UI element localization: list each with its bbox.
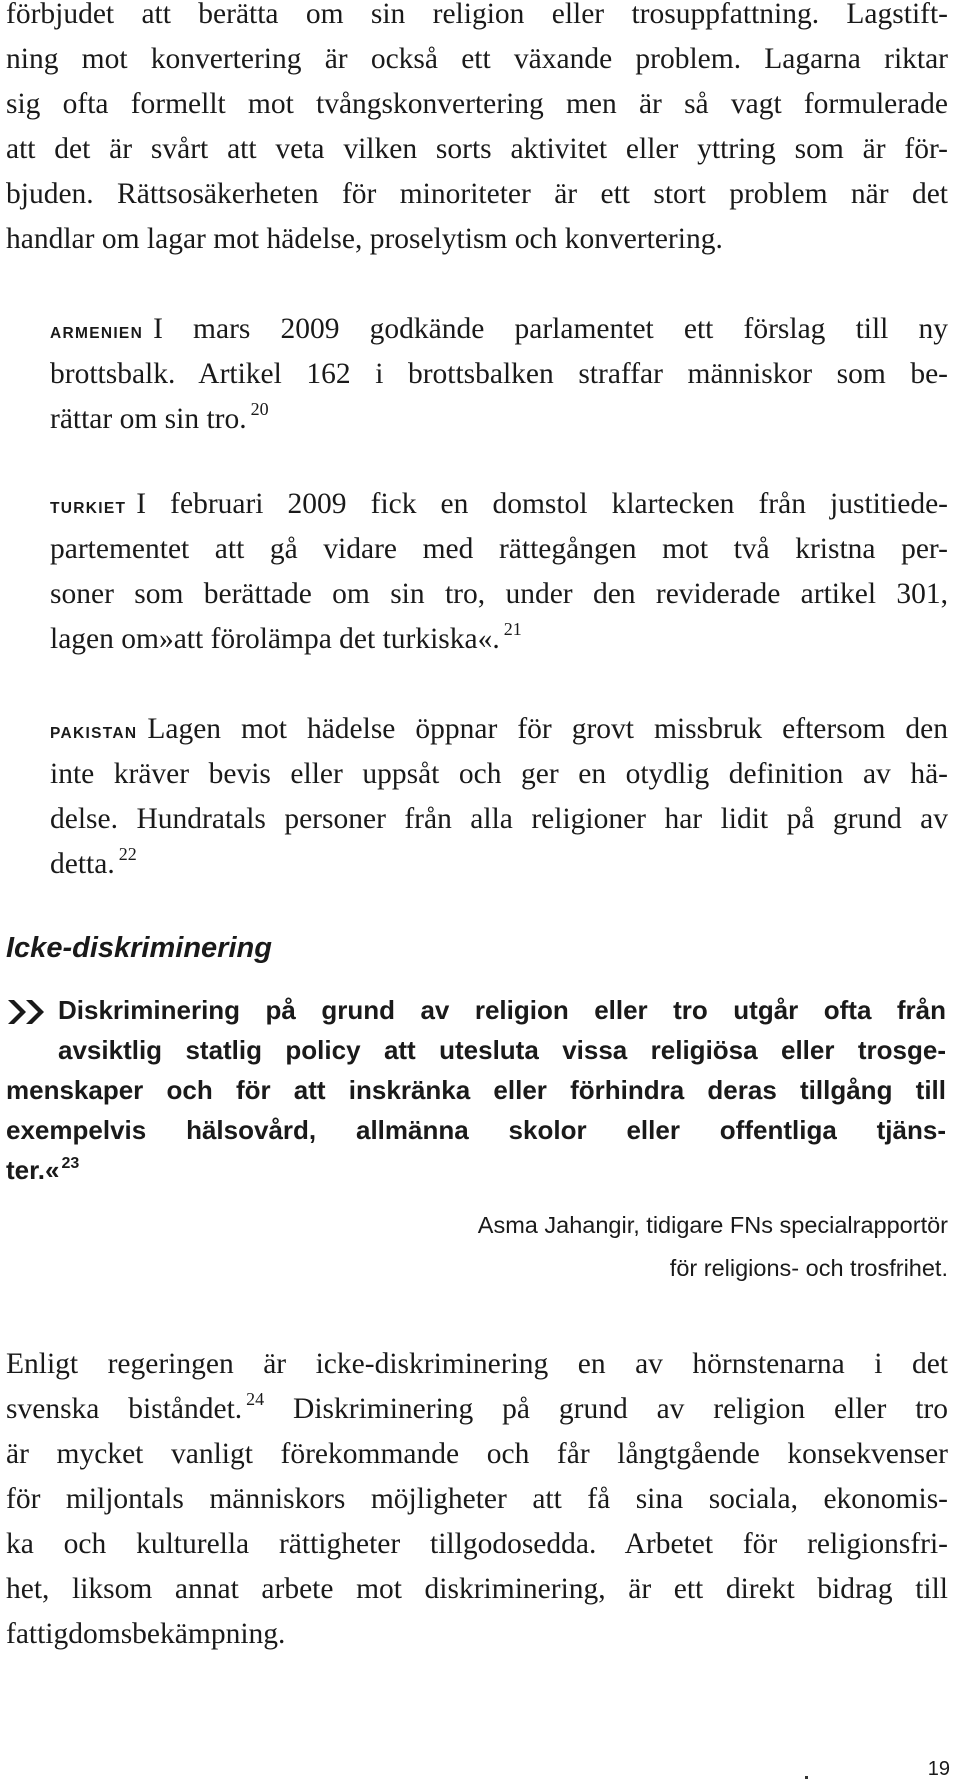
intro-line: handlar om lagar mot hädelse, proselytism och konvertering. xyxy=(6,223,723,255)
closing-line: ka och kulturella rättigheter tillgodosedda. Arbetet för religionsfri- xyxy=(6,1528,948,1560)
quote-line: Diskriminering på grund av religion eller tro utgår ofta från xyxy=(58,995,946,1025)
closing-line: svenska biståndet. $^{24}$ Diskriminering på grund av religion eller tro xyxy=(6,1389,948,1425)
country-entry-armenien xyxy=(50,307,948,352)
footnote-ref: 21 xyxy=(503,619,522,639)
section-heading: Icke-diskriminering xyxy=(6,932,272,964)
quote-line: exempelvis hälsovård, allmänna skolor eller offentliga tjäns- xyxy=(6,1115,946,1145)
country-line: detta. $^{22}$ xyxy=(50,844,137,880)
country-line: delse. Hundratals personer från alla religioner har lidit på grund av xyxy=(50,803,948,835)
country-line: partementet att gå vidare med rättegången mot två kristna per- xyxy=(50,533,948,565)
intro-paragraph xyxy=(6,0,948,262)
intro-line: sig ofta formellt mot tvångskonvertering men är så vagt formulerade xyxy=(6,88,948,120)
country-line: lagen om»att förolämpa det turkiska«. $^{21}$ xyxy=(50,619,522,655)
country-line: brottsbalk. Artikel 162 i brottsbalken straffar människor som be- xyxy=(50,358,948,390)
footnote-ref: 24 xyxy=(246,1389,265,1409)
country-label: PAKISTAN xyxy=(50,725,138,742)
country-label: TURKIET xyxy=(50,500,127,517)
country-line: ARMENIEN I mars 2009 godkände parlamentet ett förslag till ny xyxy=(50,313,948,345)
attribution-line: Asma Jahangir, tidigare FNs specialrapportör xyxy=(477,1212,948,1238)
intro-line: förbjudet att berätta om sin religion eller trosuppfattning. Lagstift- xyxy=(6,0,948,30)
closing-line: het, liksom annat arbete mot diskriminering, är ett direkt bidrag till xyxy=(6,1573,948,1605)
intro-line: att det är svårt att veta vilken sorts aktivitet eller yttring som är för- xyxy=(6,133,948,165)
country-line: PAKISTAN Lagen mot hädelse öppnar för grovt missbruk eftersom den xyxy=(50,713,948,745)
intro-line: ning mot konvertering är också ett växande problem. Lagarna riktar xyxy=(6,43,948,75)
closing-paragraph xyxy=(6,1342,948,1657)
closing-line: är mycket vanligt förekommande och får långtgående konsekvenser xyxy=(6,1438,948,1470)
country-entry-pakistan xyxy=(50,707,948,887)
country-line: TURKIET I februari 2009 fick en domstol klartecken från justitiede- xyxy=(50,488,948,520)
quote-line: menskaper och för att inskränka eller förhindra deras tillgång till xyxy=(6,1075,946,1105)
footer-dot xyxy=(805,1776,808,1779)
footnote-ref: 20 xyxy=(250,399,269,419)
pull-quote xyxy=(6,990,946,1190)
double-chevron-quote-icon xyxy=(6,996,50,1028)
attribution-line: för religions- och trosfrihet. xyxy=(669,1255,948,1281)
country-label: ARMENIEN xyxy=(50,325,144,342)
footnote-ref: 22 xyxy=(118,844,137,864)
closing-line: fattigdomsbekämpning. xyxy=(6,1618,286,1650)
quote-line: avsiktlig statlig policy att utesluta vissa religiösa eller trosge- xyxy=(58,1035,946,1065)
country-line: rättar om sin tro. $^{20}$ xyxy=(50,399,269,435)
closing-line: Enligt regeringen är icke-diskriminering en av hörnstenarna i det xyxy=(6,1348,948,1380)
country-entry-armenien-cont xyxy=(50,352,948,442)
country-entry-turkiet xyxy=(50,482,948,662)
quote-attribution xyxy=(248,1204,948,1290)
country-line: inte kräver bevis eller uppsåt och ger en otydlig definition av hä- xyxy=(50,758,948,790)
quote-line: ter.« $^{23}$ xyxy=(6,1155,80,1185)
page-number: 19 xyxy=(927,1758,950,1780)
closing-line: för miljontals människors möjligheter att få sina sociala, ekonomis- xyxy=(6,1483,948,1515)
country-line: soner som berättade om sin tro, under den reviderade artikel 301, xyxy=(50,578,948,610)
footnote-ref: 23 xyxy=(61,1155,80,1172)
intro-line: bjuden. Rättsosäkerheten för minoriteter är ett stort problem när det xyxy=(6,178,948,210)
